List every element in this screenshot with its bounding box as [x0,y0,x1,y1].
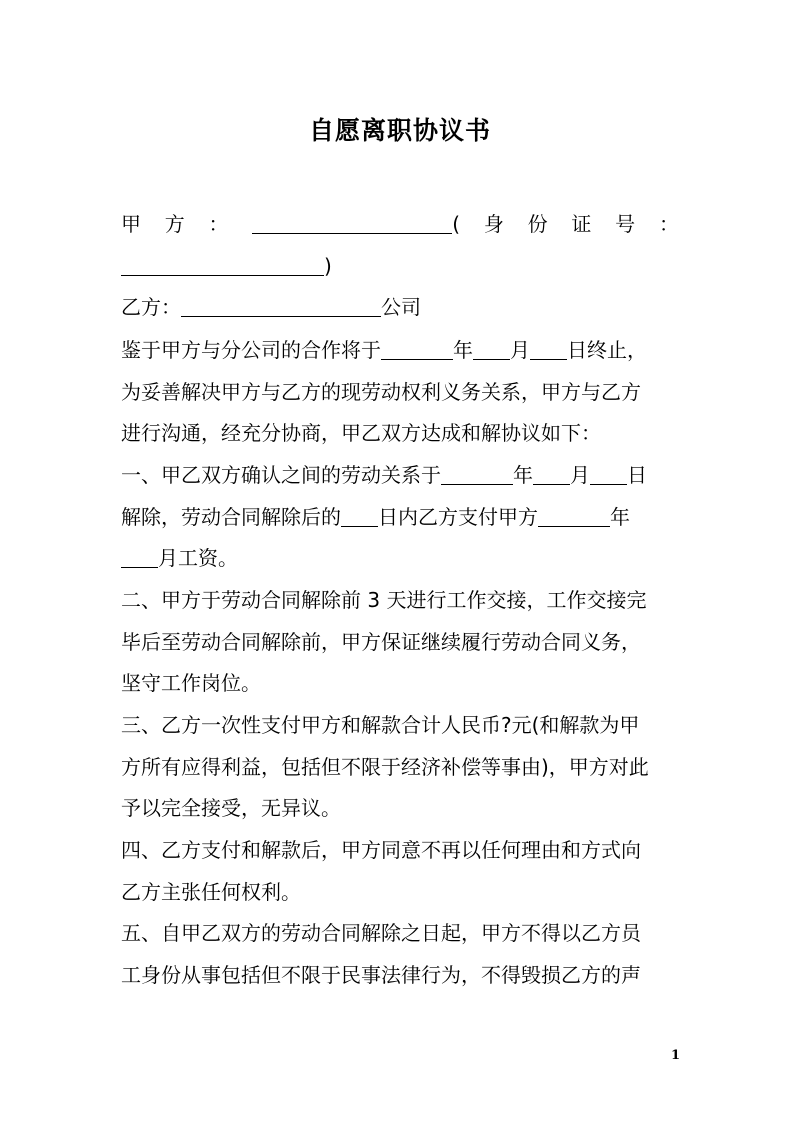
year-blank [381,339,453,360]
party-a-label-char: 方 [164,212,185,236]
text: 日 [627,463,647,487]
party-b-label: 乙方： [121,295,181,319]
party-b-name-blank [181,296,381,317]
clause-2-line-1: 二、甲方于劳动合同解除前 3 天进行工作交接，工作交接完 [121,588,647,612]
preamble-line-1 [121,333,647,367]
party-a-id-char: 身 [483,212,504,236]
text: 月 [510,338,530,362]
document-title: 自愿离职协议书 [308,116,491,145]
party-a-id-char: 证 [571,212,592,236]
month-blank [121,547,158,568]
party-a-label-char: 甲 [121,212,141,236]
page-number: 1 [671,1048,681,1063]
party-b-line [121,290,421,324]
party-a-name-blank [252,213,452,234]
day-blank [530,339,567,360]
party-a-line [121,207,679,241]
clause-2-line-2: 毕后至劳动合同解除前，甲方保证继续履行劳动合同义务， [121,630,641,654]
clause-3-line-2: 方所有应得利益，包括但不限于经济补偿等事由)，甲方对此 [121,755,649,779]
clause-1-line-3 [121,541,238,575]
clause-3-line-3: 予以完全接受，无异议。 [121,796,341,820]
clause-5-line-1: 五、自甲乙双方的劳动合同解除之日起，甲方不得以乙方员 [121,921,641,945]
year-blank [538,506,610,527]
month-blank [473,339,510,360]
text: 一、甲乙双方确认之间的劳动关系于 [121,463,441,487]
preamble-line-3: 进行沟通，经充分协商，甲乙双方达成和解协议如下： [121,421,601,445]
days-blank [341,506,378,527]
party-a-id-char: 份 [527,212,548,236]
month-blank [533,464,570,485]
party-a-id-blank [121,255,324,276]
text: 日终止， [567,338,647,362]
party-a-id-close: ) [324,254,332,278]
clause-3-line-1: 三、乙方一次性支付甲方和解款合计人民币?元(和解款为甲 [121,713,640,737]
clause-4-line-1: 四、乙方支付和解款后，甲方同意不再以任何理由和方式向 [121,838,641,862]
party-b-suffix: 公司 [381,295,421,319]
year-blank [441,464,513,485]
clause-5-line-2: 工身份从事包括但不限于民事法律行为，不得毁损乙方的声 [121,963,641,987]
day-blank [590,464,627,485]
party-a-id-char: ： [658,212,679,236]
party-a-id-line [121,249,332,283]
party-a-label-char: ： [208,212,229,236]
clause-4-line-2: 乙方主张任何权利。 [121,880,301,904]
clause-2-line-3: 坚守工作岗位。 [121,671,261,695]
clause-1-line-2 [121,500,630,534]
text: 月工资。 [158,546,238,570]
text: 年 [610,505,630,529]
clause-1-line-1 [121,458,647,492]
text: 年 [513,463,533,487]
text: 解除，劳动合同解除后的 [121,505,341,529]
text: 日内乙方支付甲方 [378,505,538,529]
party-a-id-open: ( [452,212,461,236]
party-a-id-char: 号 [615,212,636,236]
text: 鉴于甲方与分公司的合作将于 [121,338,381,362]
text: 月 [570,463,590,487]
preamble-line-2: 为妥善解决甲方与乙方的现劳动权利义务关系，甲方与乙方 [121,380,641,404]
text: 年 [453,338,473,362]
